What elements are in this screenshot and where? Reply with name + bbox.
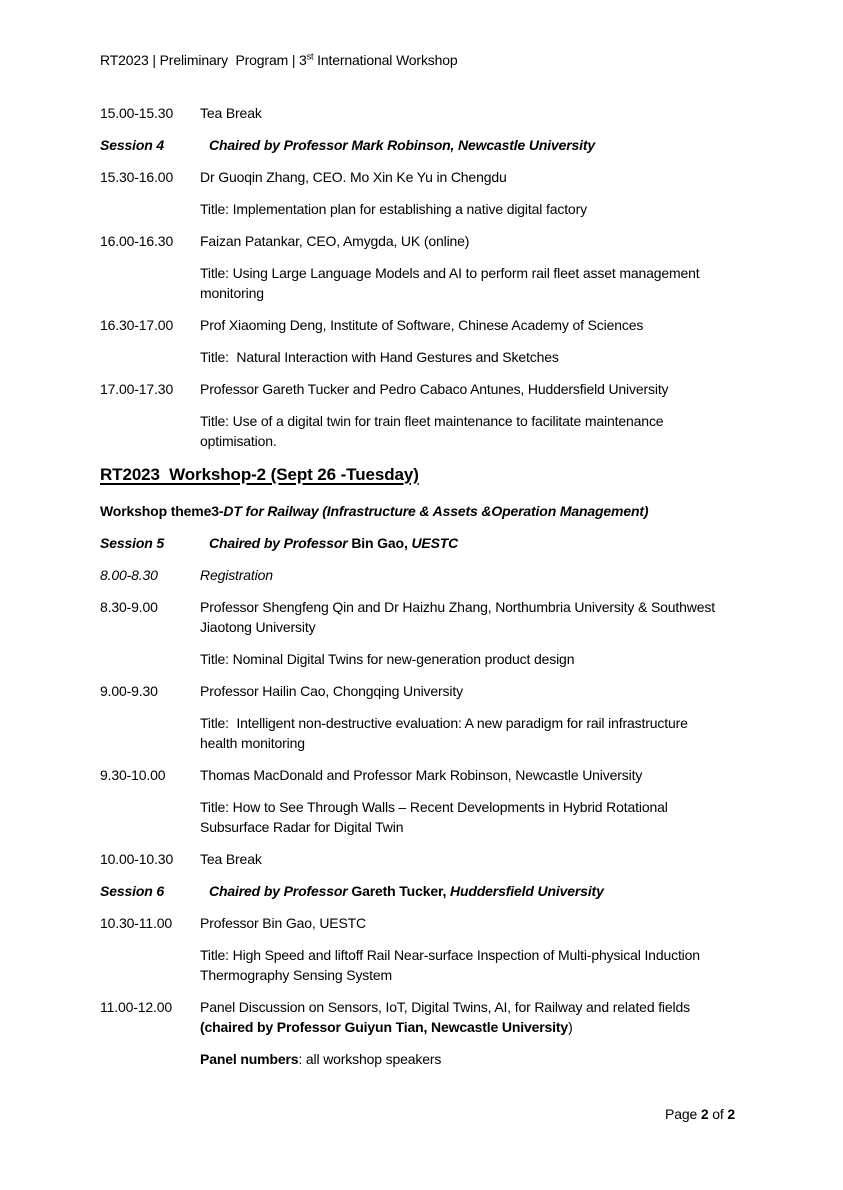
session-row: [100, 135, 745, 155]
schedule-row: [100, 713, 745, 753]
time-cell: [100, 411, 200, 451]
content-cell: [200, 713, 745, 753]
text-run: 9.00-9.30: [100, 683, 158, 699]
text-run: Huddersfield University: [450, 883, 604, 899]
time-cell: [100, 347, 200, 367]
text-run: 16.00-16.30: [100, 233, 174, 249]
session-row: [100, 881, 745, 901]
content-line: [200, 103, 745, 123]
schedule-row: [100, 997, 745, 1037]
content-line: [200, 283, 745, 303]
schedule-row: [100, 945, 745, 985]
content-cell: [200, 765, 745, 785]
time-cell: [100, 167, 200, 187]
text-run: Gareth Tucker,: [351, 883, 450, 899]
workshop-theme: [100, 501, 745, 521]
schedule-row: [100, 231, 745, 251]
content-line: [200, 849, 745, 869]
time-cell: [100, 945, 200, 985]
time-cell: [100, 913, 200, 933]
schedule-row: [100, 565, 745, 585]
text-run: Title: High Speed and liftoff Rail Near-surface Inspection of Multi-physical Induction: [200, 947, 700, 963]
document-header: [100, 50, 745, 70]
schedule-row: [100, 765, 745, 785]
text-run: RT2023 | Preliminary Program | 3: [100, 52, 307, 68]
schedule-row: [100, 681, 745, 701]
content-line: [200, 913, 745, 933]
text-run: Bin Gao,: [351, 535, 408, 551]
content-line: [209, 135, 745, 155]
text-run: of: [708, 1106, 728, 1122]
content-line: [200, 965, 745, 985]
text-run: Registration: [200, 567, 273, 583]
text-run: 2: [700, 1106, 709, 1122]
schedule-row: [100, 649, 745, 669]
text-run: Title: Use of a digital twin for train fleet maintenance to facilitate maintenance: [200, 413, 664, 429]
content-line: [200, 315, 745, 335]
time-cell: [100, 199, 200, 219]
text-run: Tea Break: [200, 105, 262, 121]
content-line: [200, 379, 745, 399]
text-run: International Workshop: [313, 52, 458, 68]
time-cell: [100, 565, 200, 585]
schedule-row: [100, 379, 745, 399]
schedule-row: [100, 849, 745, 869]
schedule-row: [100, 103, 745, 123]
session-row: [100, 533, 745, 553]
content-cell: [200, 881, 745, 901]
content-line: [200, 945, 745, 965]
text-run: ): [568, 1019, 573, 1035]
text-run: Chaired by Professor: [209, 535, 352, 551]
text-run: optimisation.: [200, 433, 277, 449]
text-run: 8.00-8.30: [100, 567, 158, 583]
text-run: 10.00-10.30: [100, 851, 174, 867]
content-line: [200, 649, 745, 669]
text-run: 9.30-10.00: [100, 767, 166, 783]
text-run: Thomas MacDonald and Professor Mark Robinson, Newcastle University: [200, 767, 643, 783]
content-line: [200, 997, 745, 1017]
text-run: Title: Using Large Language Models and AI to perform rail fleet asset management: [200, 265, 700, 281]
text-run: Panel numbers: [200, 1051, 299, 1067]
content-line: [200, 617, 745, 637]
content-cell: [200, 315, 745, 335]
text-run: monitoring: [200, 285, 264, 301]
text-run: Workshop theme3-: [100, 503, 224, 519]
text-run: Title: Natural Interaction with Hand Gestures and Sketches: [200, 349, 559, 365]
time-cell: [100, 315, 200, 335]
text-run: Chaired by Professor: [209, 883, 352, 899]
text-run: 15.30-16.00: [100, 169, 174, 185]
text-run: Professor Shengfeng Qin and Dr Haizhu Zhang, Northumbria University & Southwest: [200, 599, 715, 615]
text-run: : all workshop speakers: [298, 1051, 442, 1067]
content-line: [200, 565, 745, 585]
text-run: 15.00-15.30: [100, 105, 174, 121]
text-run: Dr Guoqin Zhang, CEO. Mo Xin Ke Yu in Chengdu: [200, 169, 507, 185]
time-cell: [100, 533, 200, 553]
text-run: Professor Bin Gao, UESTC: [200, 915, 367, 931]
content-line: [200, 797, 745, 817]
content-cell: [200, 135, 745, 155]
content-cell: [200, 849, 745, 869]
content-cell: [200, 411, 745, 451]
content-line: [200, 597, 745, 617]
time-cell: [100, 997, 200, 1037]
content-line: [200, 1017, 745, 1037]
text-run: UESTC: [407, 535, 459, 551]
text-run: health monitoring: [200, 735, 305, 751]
text-run: Jiaotong University: [200, 619, 316, 635]
content-line: [200, 167, 745, 187]
time-cell: [100, 135, 200, 155]
time-cell: [100, 263, 200, 303]
workshop2-heading: RT2023 Workshop-2 (Sept 26 -Tuesday): [100, 465, 419, 484]
content-cell: [200, 649, 745, 669]
content-line: [200, 263, 745, 283]
text-run: 11.00-12.00: [100, 999, 173, 1015]
text-run: Title: How to See Through Walls – Recent Developments in Hybrid Rotational: [200, 799, 668, 815]
time-cell: [100, 681, 200, 701]
text-run: Subsurface Radar for Digital Twin: [200, 819, 404, 835]
content-line: [200, 817, 745, 837]
text-run: st: [306, 51, 314, 62]
time-cell: [100, 1049, 200, 1069]
text-run: Prof Xiaoming Deng, Institute of Software, Chinese Academy of Sciences: [200, 317, 644, 333]
content-line: [200, 1049, 745, 1069]
content-cell: [200, 167, 745, 187]
content-cell: [200, 997, 745, 1037]
text-run: Thermography Sensing System: [200, 967, 393, 983]
content-cell: [200, 797, 745, 837]
text-run: Panel Discussion on Sensors, IoT, Digital Twins, AI, for Railway and related fields: [200, 999, 690, 1015]
content-line: [209, 533, 745, 553]
content-cell: [200, 597, 745, 637]
content-cell: [200, 347, 745, 367]
content-cell: [200, 913, 745, 933]
schedule-row: [100, 315, 745, 335]
text-run: Faizan Patankar, CEO, Amygda, UK (online): [200, 233, 470, 249]
content-line: [200, 733, 745, 753]
time-cell: [100, 379, 200, 399]
content-line: [200, 713, 745, 733]
text-run: 17.00-17.30: [100, 381, 174, 397]
content-cell: [200, 565, 745, 585]
text-run: Page: [665, 1106, 701, 1122]
time-cell: [100, 597, 200, 637]
content-cell: [200, 945, 745, 985]
content-cell: [200, 199, 745, 219]
schedule: [100, 103, 745, 1069]
content-cell: [200, 533, 745, 553]
time-cell: [100, 649, 200, 669]
time-cell: [100, 797, 200, 837]
text-run: Session 6: [100, 883, 165, 899]
text-run: 8.30-9.00: [100, 599, 158, 615]
schedule-row: [100, 411, 745, 451]
text-run: 2: [727, 1106, 735, 1122]
text-run: Title: Intelligent non-destructive evaluation: A new paradigm for rail infrastructure: [200, 715, 688, 731]
content-line: [200, 765, 745, 785]
page-number: [665, 1104, 735, 1124]
content-line: [200, 231, 745, 251]
text-run: Tea Break: [200, 851, 262, 867]
content-line: [200, 681, 745, 701]
text-run: Session 5: [100, 535, 165, 551]
content-line: [209, 881, 745, 901]
content-cell: [200, 379, 745, 399]
schedule-row: [100, 913, 745, 933]
schedule-row: [100, 347, 745, 367]
text-run: Chaired by Professor Mark Robinson, Newcastle University: [209, 137, 596, 153]
text-run: 10.30-11.00: [100, 915, 173, 931]
text-run: 16.30-17.00: [100, 317, 174, 333]
content-line: [200, 347, 745, 367]
text-run: Title: Implementation plan for establishing a native digital factory: [200, 201, 587, 217]
content-line: [200, 431, 745, 451]
time-cell: [100, 765, 200, 785]
time-cell: [100, 103, 200, 123]
content-cell: [200, 103, 745, 123]
text-run: Professor Gareth Tucker and Pedro Cabaco Antunes, Huddersfield University: [200, 381, 669, 397]
schedule-row: [100, 167, 745, 187]
schedule-row: [100, 597, 745, 637]
text-run: (chaired by Professor Guiyun Tian, Newcastle University: [200, 1019, 569, 1035]
time-cell: [100, 713, 200, 753]
time-cell: [100, 881, 200, 901]
content-line: [200, 199, 745, 219]
schedule-row: [100, 797, 745, 837]
content-cell: [200, 1049, 745, 1069]
content-line: [200, 411, 745, 431]
text-run: Professor Hailin Cao, Chongqing University: [200, 683, 463, 699]
text-run: Session 4: [100, 137, 165, 153]
schedule-row: [100, 199, 745, 219]
content-cell: [200, 681, 745, 701]
schedule-row: [100, 1049, 745, 1069]
time-cell: [100, 231, 200, 251]
text-run: DT for Railway (Infrastructure & Assets &Operation Management): [223, 503, 649, 519]
content-cell: [200, 263, 745, 303]
schedule-row: [100, 263, 745, 303]
content-cell: [200, 231, 745, 251]
time-cell: [100, 849, 200, 869]
text-run: Title: Nominal Digital Twins for new-generation product design: [200, 651, 575, 667]
